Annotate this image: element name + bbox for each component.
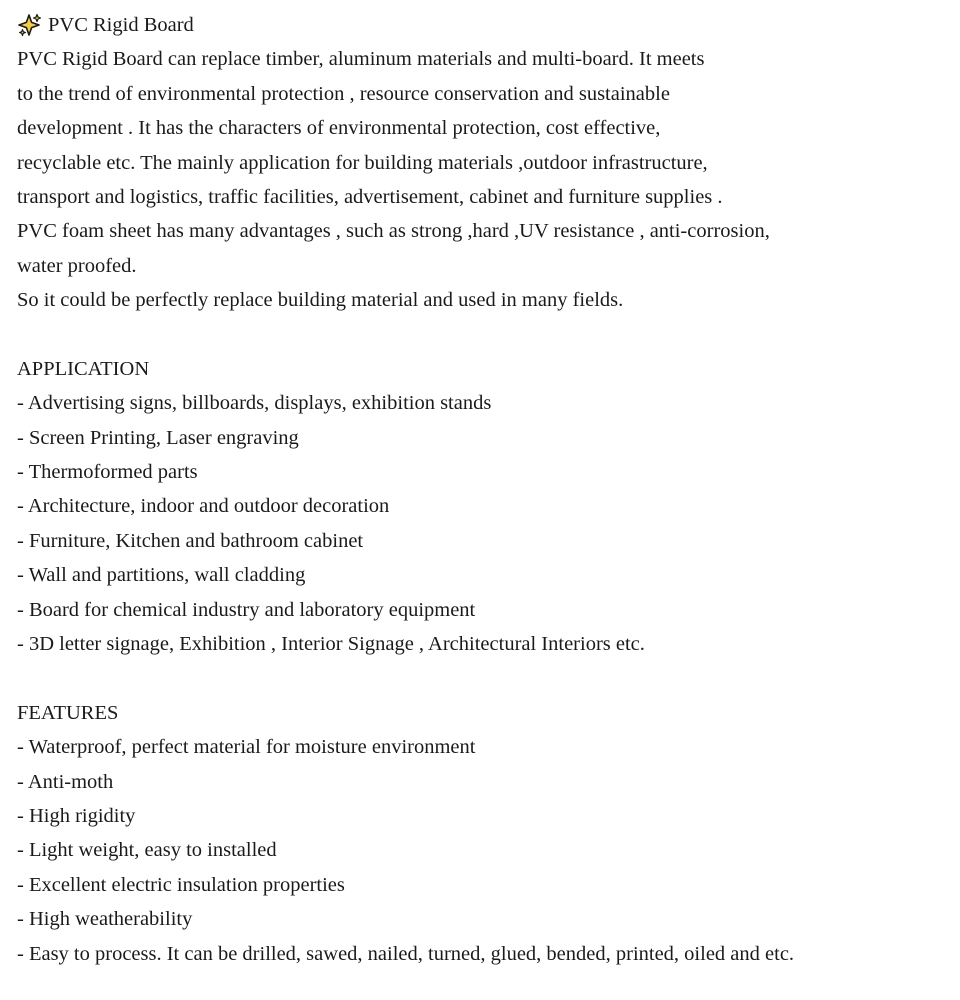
sparkles-icon bbox=[18, 13, 42, 37]
intro-line: PVC foam sheet has many advantages , such as strong ,hard ,UV resistance , anti-corrosion, bbox=[17, 220, 770, 243]
features-heading: FEATURES bbox=[17, 701, 119, 724]
feature-item: - Excellent electric insulation properties bbox=[17, 873, 345, 896]
feature-item: - Easy to process. It can be drilled, sawed, nailed, turned, glued, bended, printed, oiled and etc. bbox=[17, 942, 795, 965]
intro-line: PVC Rigid Board can replace timber, aluminum materials and multi-board. It meets bbox=[17, 48, 705, 71]
spacer bbox=[17, 661, 960, 695]
title-row bbox=[17, 8, 960, 42]
application-item: - 3D letter signage, Exhibition , Interior Signage , Architectural Interiors etc. bbox=[17, 633, 645, 656]
application-item: - Board for chemical industry and laboratory equipment bbox=[17, 598, 476, 621]
intro-line: water proofed. bbox=[17, 254, 137, 277]
intro-line: transport and logistics, traffic facilities, advertisement, cabinet and furniture supplies . bbox=[17, 185, 723, 208]
intro-line: to the trend of environmental protection , resource conservation and sustainable bbox=[17, 82, 670, 105]
feature-item: - Waterproof, perfect material for moisture environment bbox=[17, 736, 476, 759]
spacer bbox=[17, 318, 960, 352]
application-item: - Thermoformed parts bbox=[17, 461, 198, 484]
application-item: - Furniture, Kitchen and bathroom cabinet bbox=[17, 529, 364, 552]
feature-item: - Anti-moth bbox=[17, 770, 114, 793]
page-title: PVC Rigid Board bbox=[48, 14, 194, 36]
feature-item: - High weatherability bbox=[17, 908, 193, 931]
application-item: - Wall and partitions, wall cladding bbox=[17, 564, 306, 587]
application-heading: APPLICATION bbox=[17, 357, 150, 380]
intro-line: recyclable etc. The mainly application for building materials ,outdoor infrastructure, bbox=[17, 151, 708, 174]
intro-line: development . It has the characters of environmental protection, cost effective, bbox=[17, 117, 661, 140]
application-item: - Architecture, indoor and outdoor decoration bbox=[17, 495, 390, 518]
application-item: - Advertising signs, billboards, displays, exhibition stands bbox=[17, 392, 492, 415]
application-item: - Screen Printing, Laser engraving bbox=[17, 426, 299, 449]
feature-item: - High rigidity bbox=[17, 804, 136, 827]
feature-item: - Light weight, easy to installed bbox=[17, 839, 277, 862]
intro-line: So it could be perfectly replace building material and used in many fields. bbox=[17, 289, 624, 312]
